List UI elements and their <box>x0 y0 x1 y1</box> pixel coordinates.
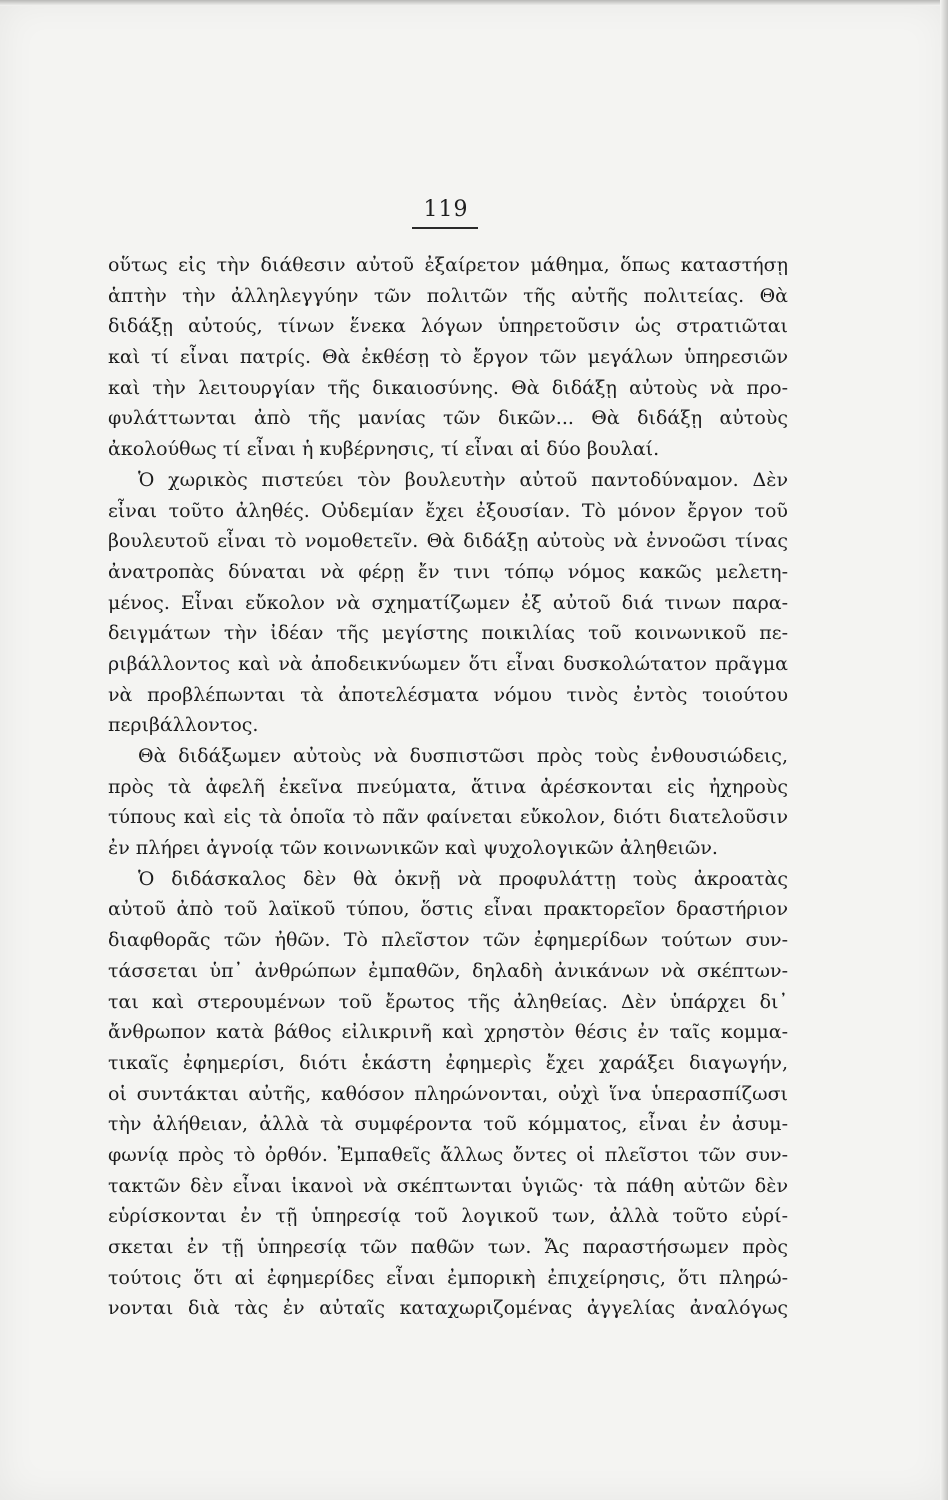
text-line: Ὁ χωρικὸς πιστεύει τὸν βουλευτὴν αὐτοῦ παντοδύναμον. Δὲν <box>138 468 788 491</box>
text-line: τούτοις ὅτι αἱ ἐφημερίδες εἶναι ἐμπορικὴ ἐπιχείρησις, ὅτι πληρώ- <box>108 1266 788 1289</box>
text-line: περιβάλλοντος. <box>108 714 259 737</box>
text-line: τὴν ἀλήθειαν, ἀλλὰ τὰ συμφέροντα τοῦ κόμματος, εἶναι ἐν ἀσυμ- <box>108 1113 788 1136</box>
text-line: τύπους καὶ εἰς τὰ ὁποῖα τὸ πᾶν φαίνεται εὔκολον, διότι διατελοῦσιν <box>108 806 788 829</box>
text-line: βουλευτοῦ εἶναι τὸ νομοθετεῖν. Θὰ διδάξῃ αὐτοὺς νὰ ἐννοῶσι τίνας <box>108 530 788 553</box>
text-line: ἐν πλήρει ἀγνοίᾳ τῶν κοινωνικῶν καὶ ψυχολογικῶν ἀληθειῶν. <box>108 837 718 860</box>
text-line: μένος. Εἶναι εὔκολον νὰ σχηματίζωμεν ἐξ αὐτοῦ διά τινων παρα- <box>108 591 788 614</box>
text-line: Θὰ διδάξωμεν αὐτοὺς νὰ δυσπιστῶσι πρὸς τοὺς ἐνθουσιώδεις, <box>138 745 788 767</box>
text-line: ται καὶ στερουμένων τοῦ ἔρωτος τῆς ἀληθείας. Δὲν ὑπάρχει δι᾽ <box>108 990 788 1013</box>
text-line: φωνίᾳ πρὸς τὸ ὀρθόν. Ἐμπαθεῖς ἄλλως ὄντες οἱ πλεῖστοι τῶν συν- <box>108 1143 788 1166</box>
text-line: δειγμάτων τὴν ἰδέαν τῆς μεγίστης ποικιλίας τοῦ κοινωνικοῦ πε- <box>108 622 788 645</box>
text-line: ριβάλλοντος καὶ νὰ ἀποδεικνύωμεν ὅτι εἶναι δυσκολώτατον πρᾶγμα <box>108 652 788 675</box>
paragraph <box>108 741 788 864</box>
text-line: ἀκολούθως τί εἶναι ἡ κυβέρνησις, τί εἶναι αἱ δύο βουλαί. <box>108 438 660 461</box>
text-line: νονται διὰ τὰς ἐν αὐταῖς καταχωριζομένας ἀγγελίας ἀναλόγως <box>108 1297 788 1320</box>
text-line: τακτῶν δὲν εἶναι ἱκανοὶ νὰ σκέπτωνται ὑγιῶς· τὰ πάθη αὐτῶν δὲν <box>108 1174 788 1197</box>
text-line: οἱ συντάκται αὐτῆς, καθόσον πληρώνονται, οὐχὶ ἵνα ὑπερασπίζωσι <box>108 1082 788 1105</box>
text-line: νὰ προβλέπωνται τὰ ἀποτελέσματα νόμου τινὸς ἐντὸς τοιούτου <box>108 683 788 706</box>
paragraph <box>108 465 788 741</box>
paragraph <box>108 864 788 1324</box>
page-number: 119 <box>423 197 469 222</box>
text-line: καὶ τὴν λειτουργίαν τῆς δικαιοσύνης. Θὰ διδάξῃ αὐτοὺς νὰ προ- <box>108 376 788 399</box>
text-line: ἄνθρωπον κατὰ βάθος εἰλικρινῆ καὶ χρηστὸν θέσις ἐν ταῖς κομμα- <box>108 1021 788 1044</box>
scan-shadow-top <box>0 0 948 6</box>
text-line: οὕτως εἰς τὴν διάθεσιν αὐτοῦ ἐξαίρετον μάθημα, ὅπως καταστήσῃ <box>108 254 788 276</box>
text-line: εὑρίσκονται ἐν τῇ ὑπηρεσίᾳ τοῦ λογικοῦ των, ἀλλὰ τοῦτο εὑρί- <box>108 1205 788 1228</box>
text-line: σκεται ἐν τῇ ὑπηρεσίᾳ τῶν παθῶν των. Ἄς παραστήσωμεν πρὸς <box>108 1236 788 1258</box>
text-line: ἀνατροπὰς δύναται νὰ φέρῃ ἔν τινι τόπῳ νόμος κακῶς μελετη- <box>108 560 788 583</box>
scan-shadow-right <box>940 0 948 1500</box>
page-number-rule <box>412 227 478 229</box>
text-line: φυλάττωνται ἀπὸ τῆς μανίας τῶν δικῶν... Θὰ διδάξῃ αὐτοὺς <box>108 407 788 430</box>
text-line: ἁπτὴν τὴν ἀλληλεγγύην τῶν πολιτῶν τῆς αὐτῆς πολιτείας. Θὰ <box>108 284 788 307</box>
text-line: τικαῖς ἐφημερίσι, διότι ἑκάστη ἐφημερὶς ἔχει χαράξει διαγωγήν, <box>108 1051 788 1074</box>
paragraph <box>108 250 788 465</box>
text-line: διδάξῃ αὐτούς, τίνων ἕνεκα λόγων ὑπηρετοῦσιν ὡς στρατιῶται <box>108 315 788 338</box>
text-line: πρὸς τὰ ἀφελῆ ἐκεῖνα πνεύματα, ἅτινα ἀρέσκονται εἰς ἠχηροὺς <box>108 775 788 798</box>
text-line: αὐτοῦ ἀπὸ τοῦ λαϊκοῦ τύπου, ὅστις εἶναι πρακτορεῖον δραστήριον <box>108 898 788 921</box>
body-text <box>108 250 788 1324</box>
text-line: τάσσεται ὑπ᾽ ἀνθρώπων ἐμπαθῶν, δηλαδὴ ἀνικάνων νὰ σκέπτων- <box>108 959 788 982</box>
text-line: καὶ τί εἶναι πατρίς. Θὰ ἐκθέσῃ τὸ ἔργον τῶν μεγάλων ὑπηρεσιῶν <box>108 346 788 369</box>
text-line: διαφθορᾶς τῶν ἠθῶν. Τὸ πλεῖστον τῶν ἐφημερίδων τούτων συν- <box>108 929 788 952</box>
text-line: Ὁ διδάσκαλος δὲν θὰ ὀκνῇ νὰ προφυλάττῃ τοὺς ἀκροατὰς <box>138 867 788 890</box>
text-line: εἶναι τοῦτο ἀληθές. Οὐδεμίαν ἔχει ἐξουσίαν. Τὸ μόνον ἔργον τοῦ <box>108 499 788 522</box>
